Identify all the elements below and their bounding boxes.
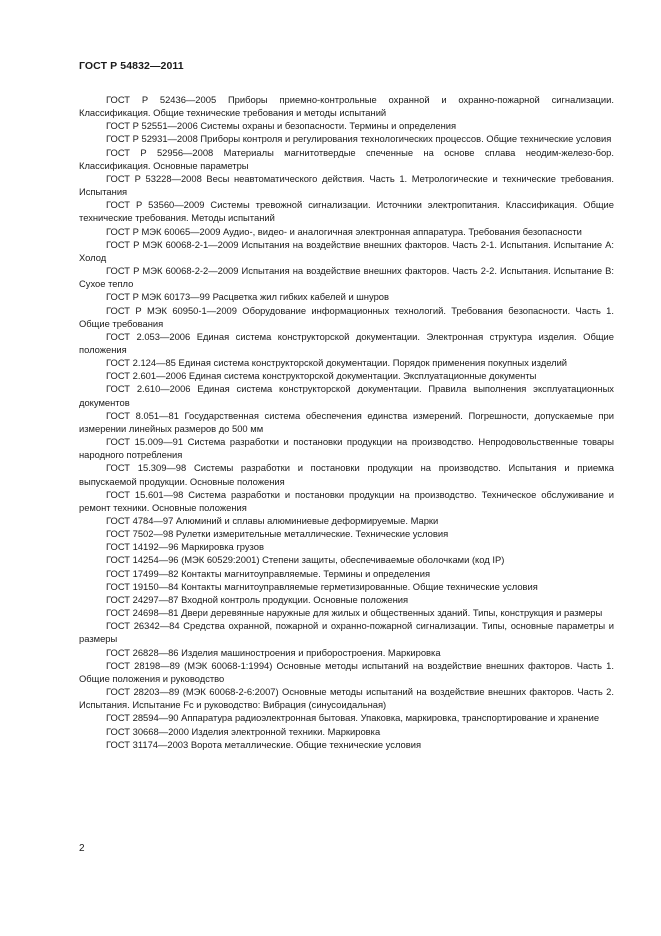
reference-entry: ГОСТ 8.051—81 Государственная система обеспечения единства измерений. Погрешности, допускаемые при измерении линейных размеров до 500 мм [79, 409, 614, 434]
document-header: ГОСТ Р 54832—2011 [79, 60, 184, 72]
reference-entry: ГОСТ Р МЭК 60068-2-1—2009 Испытания на воздействие внешних факторов. Часть 2-1. Испытания. Испытание А: Холод [79, 238, 614, 263]
reference-entry: ГОСТ 14192—96 Маркировка грузов [106, 541, 264, 553]
reference-entry: ГОСТ 15.601—98 Система разработки и постановки продукции на производство. Техническое обслуживание и ремонт техники. Основные положения [79, 488, 614, 513]
reference-entry: ГОСТ Р 53228—2008 Весы неавтоматического действия. Часть 1. Метрологические и технические требования. Испытания [79, 172, 614, 198]
reference-entry: ГОСТ 24698—81 Двери деревянные наружные для жилых и общественных зданий. Типы, конструкция и размеры [106, 607, 603, 619]
reference-entry: ГОСТ 30668—2000 Изделия электронной техники. Маркировка [106, 725, 381, 737]
reference-entry: ГОСТ 7502—98 Рулетки измерительные металлические. Технические условия [106, 528, 449, 540]
reference-entry: ГОСТ 26828—86 Изделия машиностроения и приборостроения. Маркировка [106, 646, 441, 658]
reference-entry: ГОСТ 24297—87 Входной контроль продукции. Основные положения [106, 593, 409, 605]
reference-entry: ГОСТ 2.610—2006 Единая система конструкторской документации. Правила выполнения эксплуатационных документов [79, 383, 614, 408]
reference-entry: ГОСТ 15.309—98 Системы разработки и постановки продукции на производство. Испытания и приемка выпускаемой продукции. Основные положения [79, 462, 614, 487]
reference-entry: ГОСТ Р 52956—2008 Материалы магнитотвердые спеченные на основе сплава неодим-железо-бор. Классификация. Основные параметры [79, 146, 614, 171]
reference-entry: ГОСТ 19150—84 Контакты магнитоуправляемые герметизированные. Общие технические условия [106, 580, 538, 592]
reference-entry: ГОСТ Р МЭК 60173—99 Расцветка жил гибких кабелей и шнуров [106, 291, 389, 303]
reference-entry: ГОСТ Р 52436—2005 Приборы приемно-контрольные охранной и охранно-пожарной сигнализации. Классификация. Общие технические требования и методы испытаний [79, 94, 614, 119]
page-number: 2 [79, 843, 85, 854]
reference-entry: ГОСТ 15.009—91 Система разработки и постановки продукции на производство. Непродовольственные товары народного потребления [79, 436, 614, 461]
reference-entry: ГОСТ 4784—97 Алюминий и сплавы алюминиевые деформируемые. Марки [106, 515, 439, 526]
reference-entry: ГОСТ 28198—89 (МЭК 60068-1:1994) Основные методы испытаний на воздействие внешних факторов. Часть 1. Общие положения и руководство [79, 659, 614, 684]
reference-entry: ГОСТ Р 53560—2009 Системы тревожной сигнализации. Источники электропитания. Классификация. Общие технические требования. Методы испытаний [79, 199, 614, 224]
reference-entry: ГОСТ Р МЭК 60065—2009 Аудио-, видео- и аналогичная электронная аппаратура. Требования безопасности [106, 225, 582, 237]
reference-entry: ГОСТ 2.053—2006 Единая система конструкторской документации. Электронная структура изделия. Общие положения [79, 330, 614, 355]
normative-references-list [79, 93, 614, 751]
reference-entry: ГОСТ 2.601—2006 Единая система конструкторской документации. Эксплуатационные документы [106, 370, 537, 382]
reference-entry: ГОСТ 28594—90 Аппаратура радиоэлектронная бытовая. Упаковка, маркировка, транспортирование и хранение [106, 712, 600, 724]
reference-entry: ГОСТ 31174—2003 Ворота металлические. Общие технические условия [106, 738, 422, 750]
reference-entry: ГОСТ Р МЭК 60068-2-2—2009 Испытания на воздействие внешних факторов. Часть 2-2. Испытания. Испытание В: Сухое тепло [79, 265, 614, 290]
reference-entry: ГОСТ 28203—89 (МЭК 60068-2-6:2007) Основные методы испытаний на воздействие внешних факторов. Часть 2. Испытания. Испытание Fc и руководство: Вибрация (синусоидальная) [79, 686, 614, 711]
reference-entry: ГОСТ 2.124—85 Единая система конструкторской документации. Порядок применения покупных изделий [106, 357, 568, 369]
reference-entry: ГОСТ Р 52931—2008 Приборы контроля и регулирования технологических процессов. Общие технические условия [106, 133, 612, 145]
reference-entry: ГОСТ 26342—84 Средства охранной, пожарной и охранно-пожарной сигнализации. Типы, основные параметры и размеры [79, 620, 614, 645]
reference-entry: ГОСТ 14254—96 (МЭК 60529:2001) Степени защиты, обеспечиваемые оболочками (код IP) [106, 554, 505, 566]
reference-entry: ГОСТ 17499—82 Контакты магнитоуправляемые. Термины и определения [106, 567, 431, 579]
reference-entry: ГОСТ Р 52551—2006 Системы охраны и безопасности. Термины и определения [106, 120, 457, 132]
reference-entry: ГОСТ Р МЭК 60950-1—2009 Оборудование информационных технологий. Требования безопасности. Часть 1. Общие требования [79, 304, 614, 329]
